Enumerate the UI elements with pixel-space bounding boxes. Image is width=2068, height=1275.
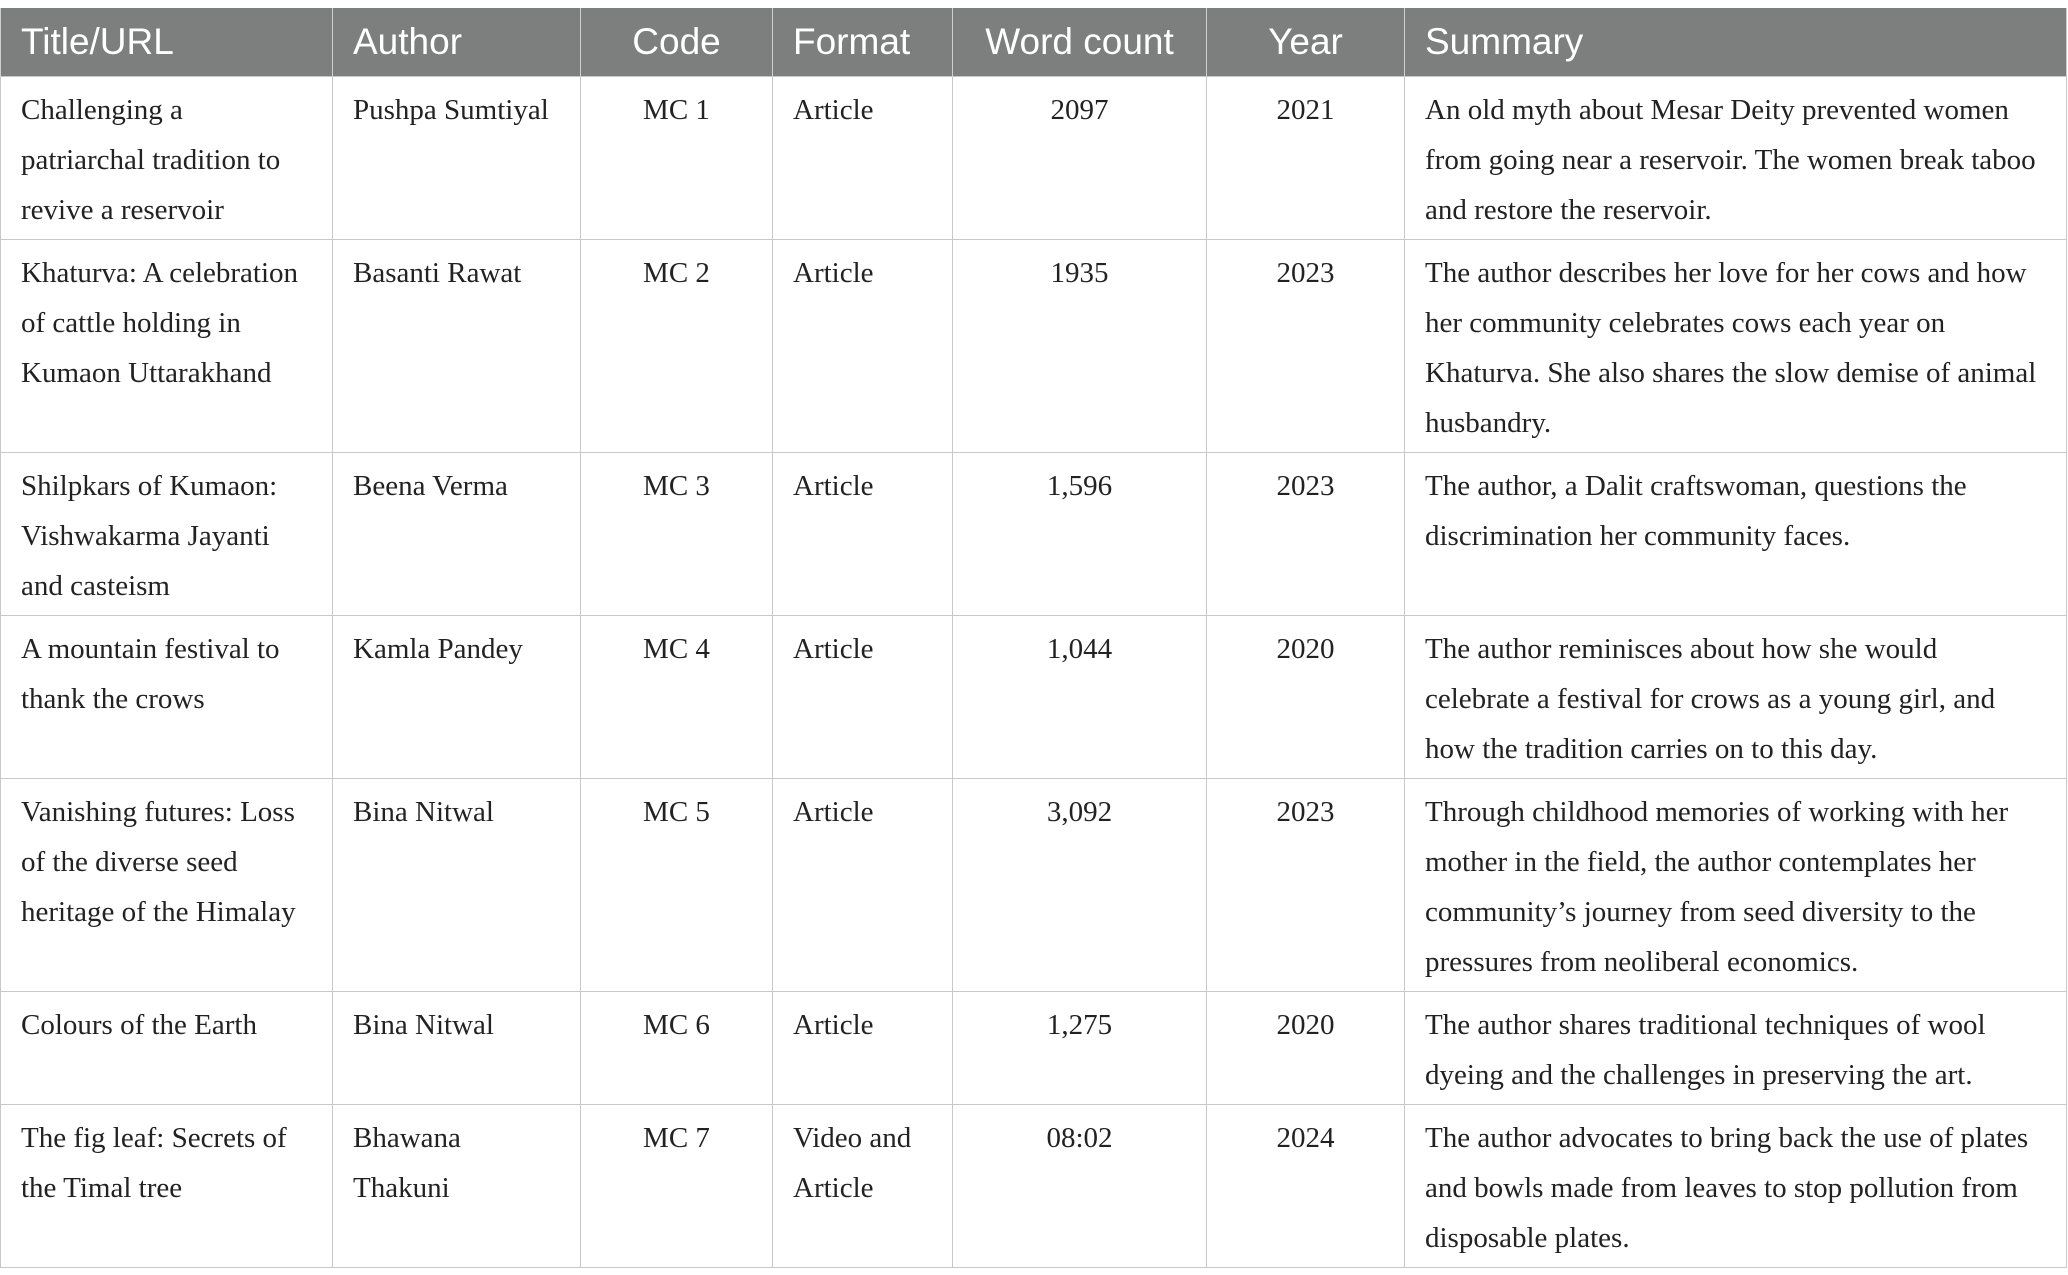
cell-word-count: 1,044 xyxy=(953,616,1207,779)
cell-format: Article xyxy=(773,779,953,992)
cell-code: MC 7 xyxy=(581,1105,773,1268)
cell-year: 2021 xyxy=(1207,77,1405,240)
cell-title: Khaturva: A celebration of cattle holding in Kumaon Uttarakhand xyxy=(1,240,333,453)
cell-summary: Through childhood memories of working with her mother in the field, the author contemplates her community’s journey from seed diversity to the pressures from neoliberal economics. xyxy=(1405,779,2067,992)
cell-word-count: 1,275 xyxy=(953,992,1207,1105)
cell-code: MC 3 xyxy=(581,453,773,616)
table-row xyxy=(1,1105,2067,1268)
cell-summary: The author advocates to bring back the use of plates and bowls made from leaves to stop pollution from disposable plates. xyxy=(1405,1105,2067,1268)
cell-author: Kamla Pandey xyxy=(333,616,581,779)
cell-year: 2023 xyxy=(1207,453,1405,616)
cell-word-count: 08:02 xyxy=(953,1105,1207,1268)
cell-title: A mountain festival to thank the crows xyxy=(1,616,333,779)
cell-author: Pushpa Sumtiyal xyxy=(333,77,581,240)
cell-word-count: 1,596 xyxy=(953,453,1207,616)
header-title-url: Title/URL xyxy=(1,8,333,77)
cell-author: Basanti Rawat xyxy=(333,240,581,453)
cell-year: 2023 xyxy=(1207,240,1405,453)
header-author: Author xyxy=(333,8,581,77)
header-year: Year xyxy=(1207,8,1405,77)
cell-title: The fig leaf: Secrets of the Timal tree xyxy=(1,1105,333,1268)
cell-summary: The author describes her love for her cows and how her community celebrates cows each year on Khaturva. She also shares the slow demise of animal husbandry. xyxy=(1405,240,2067,453)
cell-year: 2020 xyxy=(1207,992,1405,1105)
header-code: Code xyxy=(581,8,773,77)
cell-word-count: 3,092 xyxy=(953,779,1207,992)
cell-title: Shilpkars of Kumaon: Vishwakarma Jayanti and casteism xyxy=(1,453,333,616)
table-row xyxy=(1,616,2067,779)
header-word-count: Word count xyxy=(953,8,1207,77)
table-row xyxy=(1,992,2067,1105)
cell-title: Colours of the Earth xyxy=(1,992,333,1105)
header-summary: Summary xyxy=(1405,8,2067,77)
table-row xyxy=(1,779,2067,992)
table-header xyxy=(1,8,2067,77)
table-row xyxy=(1,77,2067,240)
cell-code: MC 5 xyxy=(581,779,773,992)
cell-code: MC 6 xyxy=(581,992,773,1105)
cell-year: 2020 xyxy=(1207,616,1405,779)
table-row xyxy=(1,453,2067,616)
cell-summary: The author reminisces about how she would celebrate a festival for crows as a young girl, and how the tradition carries on to this day. xyxy=(1405,616,2067,779)
cell-author: Bina Nitwal xyxy=(333,779,581,992)
cell-author: Bhawana Thakuni xyxy=(333,1105,581,1268)
cell-code: MC 1 xyxy=(581,77,773,240)
cell-code: MC 4 xyxy=(581,616,773,779)
cell-summary: The author shares traditional techniques of wool dyeing and the challenges in preserving the art. xyxy=(1405,992,2067,1105)
table-body xyxy=(1,77,2067,1268)
cell-year: 2023 xyxy=(1207,779,1405,992)
cell-format: Article xyxy=(773,77,953,240)
cell-author: Beena Verma xyxy=(333,453,581,616)
cell-code: MC 2 xyxy=(581,240,773,453)
table-row xyxy=(1,240,2067,453)
header-row xyxy=(1,8,2067,77)
cell-title: Challenging a patriarchal tradition to revive a reservoir xyxy=(1,77,333,240)
cell-format: Article xyxy=(773,992,953,1105)
cell-word-count: 1935 xyxy=(953,240,1207,453)
cell-format: Video and Article xyxy=(773,1105,953,1268)
cell-author: Bina Nitwal xyxy=(333,992,581,1105)
cell-year: 2024 xyxy=(1207,1105,1405,1268)
cell-format: Article xyxy=(773,240,953,453)
header-format: Format xyxy=(773,8,953,77)
cell-summary: An old myth about Mesar Deity prevented women from going near a reservoir. The women break taboo and restore the reservoir. xyxy=(1405,77,2067,240)
cell-format: Article xyxy=(773,616,953,779)
cell-summary: The author, a Dalit craftswoman, questions the discrimination her community faces. xyxy=(1405,453,2067,616)
cell-word-count: 2097 xyxy=(953,77,1207,240)
cell-title: Vanishing futures: Loss of the diverse seed heritage of the Himalay xyxy=(1,779,333,992)
cell-format: Article xyxy=(773,453,953,616)
data-table xyxy=(0,8,2067,1268)
data-table-container xyxy=(0,8,2066,1268)
